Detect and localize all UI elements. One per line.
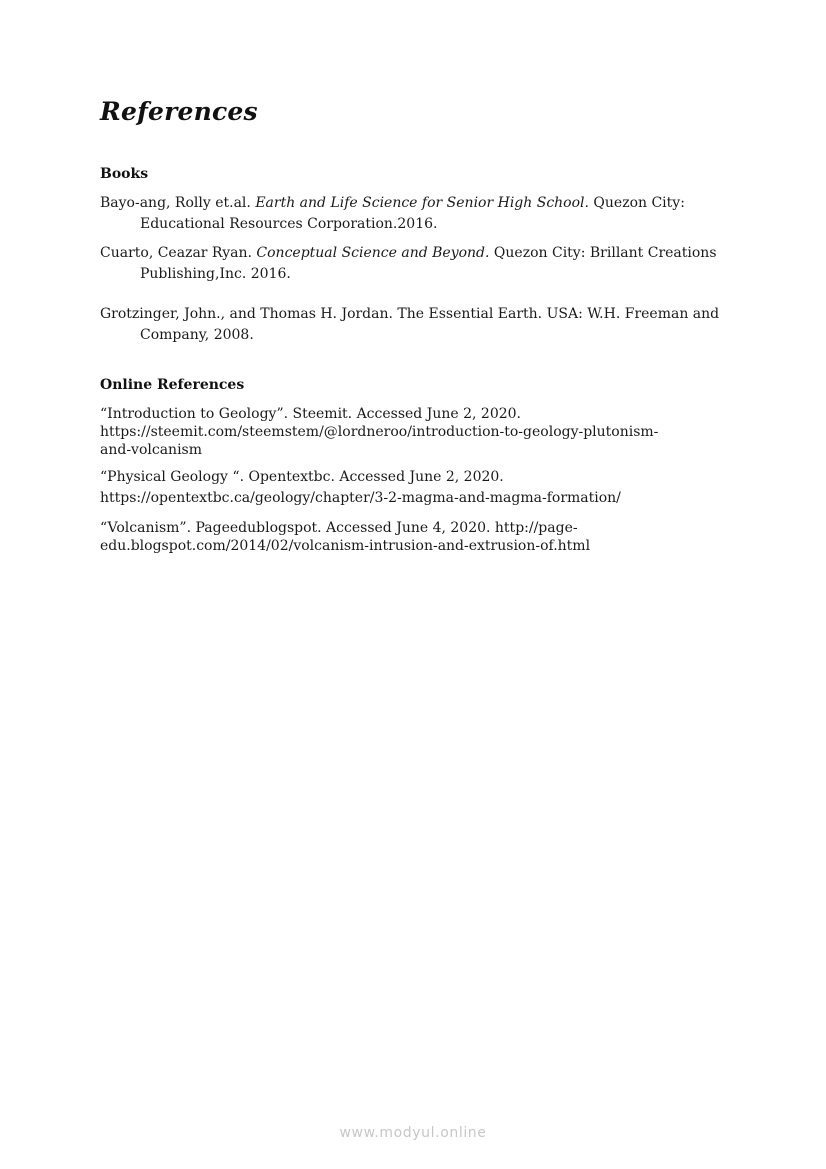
online-entry-1: [100, 405, 740, 459]
book-entry-3: [100, 304, 720, 345]
watermark: www.modyul.online: [339, 1125, 487, 1141]
book-entry-1-authors: Bayo-ang, Rolly et.al.: [100, 195, 256, 211]
online-entry-1-url-cont: and-volcanism: [100, 442, 203, 458]
references-page: [100, 0, 720, 1169]
online-entry-3-citation: “Volcanism”. Pageedublogspot. Accessed June 4, 2020. http://page-: [100, 520, 578, 536]
online-entry-3-url: edu.blogspot.com/2014/02/volcanism-intrusion-and-extrusion-of.html: [100, 538, 591, 554]
online-entry-2-citation: “Physical Geology “. Opentextbc. Accessed June 2, 2020.: [100, 469, 504, 485]
book-entry-1-title: Earth and Life Science for Senior High School.: [255, 195, 589, 211]
book-entry-2-title: Conceptual Science and Beyond.: [256, 245, 490, 261]
book-entry-3-text: Grotzinger, John., and Thomas H. Jordan. The Essential Earth. USA: W.H. Freeman and Company, 2008.: [100, 306, 720, 343]
books-heading: Books: [100, 166, 149, 182]
book-entry-1-publisher: Quezon City: Educational Resources Corporation.2016.: [140, 195, 685, 232]
online-references-heading: Online References: [100, 377, 245, 393]
online-entry-1-citation: “Introduction to Geology”. Steemit. Accessed June 2, 2020.: [100, 406, 521, 422]
online-entry-3: [100, 519, 740, 555]
online-entry-2-url: https://opentextbc.ca/geology/chapter/3-2-magma-and-magma-formation/: [100, 490, 621, 506]
book-entry-2: [100, 243, 720, 284]
page-title: References: [100, 97, 258, 126]
book-entry-2-authors: Cuarto, Ceazar Ryan.: [100, 245, 257, 261]
book-entry-1: [100, 193, 720, 234]
online-entry-1-url: https://steemit.com/steemstem/@lordneroo/introduction-to-geology-plutonism-: [100, 424, 659, 440]
online-entry-2: [100, 467, 740, 509]
book-entry-2-publisher: Quezon City: Brillant Creations Publishing,Inc. 2016.: [140, 245, 717, 282]
